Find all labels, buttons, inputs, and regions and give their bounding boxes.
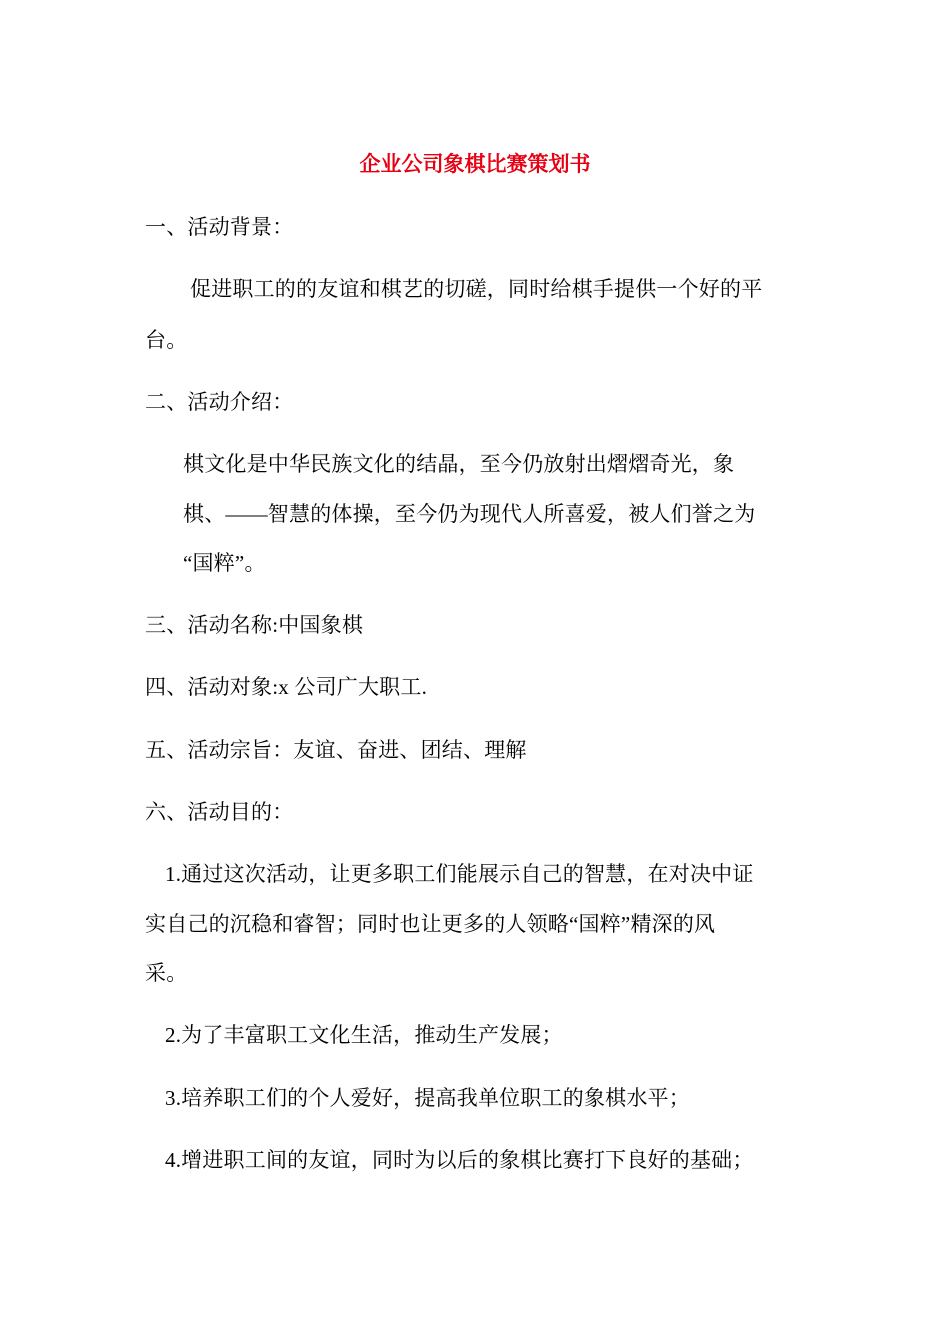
list-item-line: 4.增进职工间的友谊，同时为以后的象棋比赛打下良好的基础； [165,1148,754,1172]
section-heading-purpose: 五、活动宗旨：友谊、奋进、团结、理解 [145,738,527,762]
section-heading-name: 三、活动名称:中国象棋 [145,613,364,637]
paragraph-line: “国粹”。 [183,551,266,575]
section-heading-audience: 四、活动对象:x 公司广大职工. [145,675,428,699]
list-item-line: 2.为了丰富职工文化生活，推动生产发展； [165,1023,563,1047]
section-heading-introduction: 二、活动介绍： [145,390,294,414]
section-heading-goals: 六、活动目的： [145,800,294,824]
paragraph-line: 棋、——智慧的体操，至今仍为现代人所喜爱，被人们誉之为 [183,502,756,526]
paragraph-line: 促进职工的的友谊和棋艺的切磋，同时给棋手提供一个好的平 [190,277,763,301]
list-item-line: 3.培养职工们的个人爱好，提高我单位职工的象棋水平； [165,1086,690,1110]
list-item-line: 采。 [145,961,188,985]
paragraph-line: 台。 [145,328,188,352]
document-title: 企业公司象棋比赛策划书 [359,152,591,176]
paragraph-line: 棋文化是中华民族文化的结晶，至今仍放射出熠熠奇光，象 [183,452,735,476]
list-item-line: 实自己的沉稳和睿智；同时也让更多的人领略“国粹”精深的风 [145,912,716,936]
list-item-line: 1.通过这次活动，让更多职工们能展示自己的智慧，在对决中证 [165,862,754,886]
section-heading-background: 一、活动背景： [145,215,294,239]
